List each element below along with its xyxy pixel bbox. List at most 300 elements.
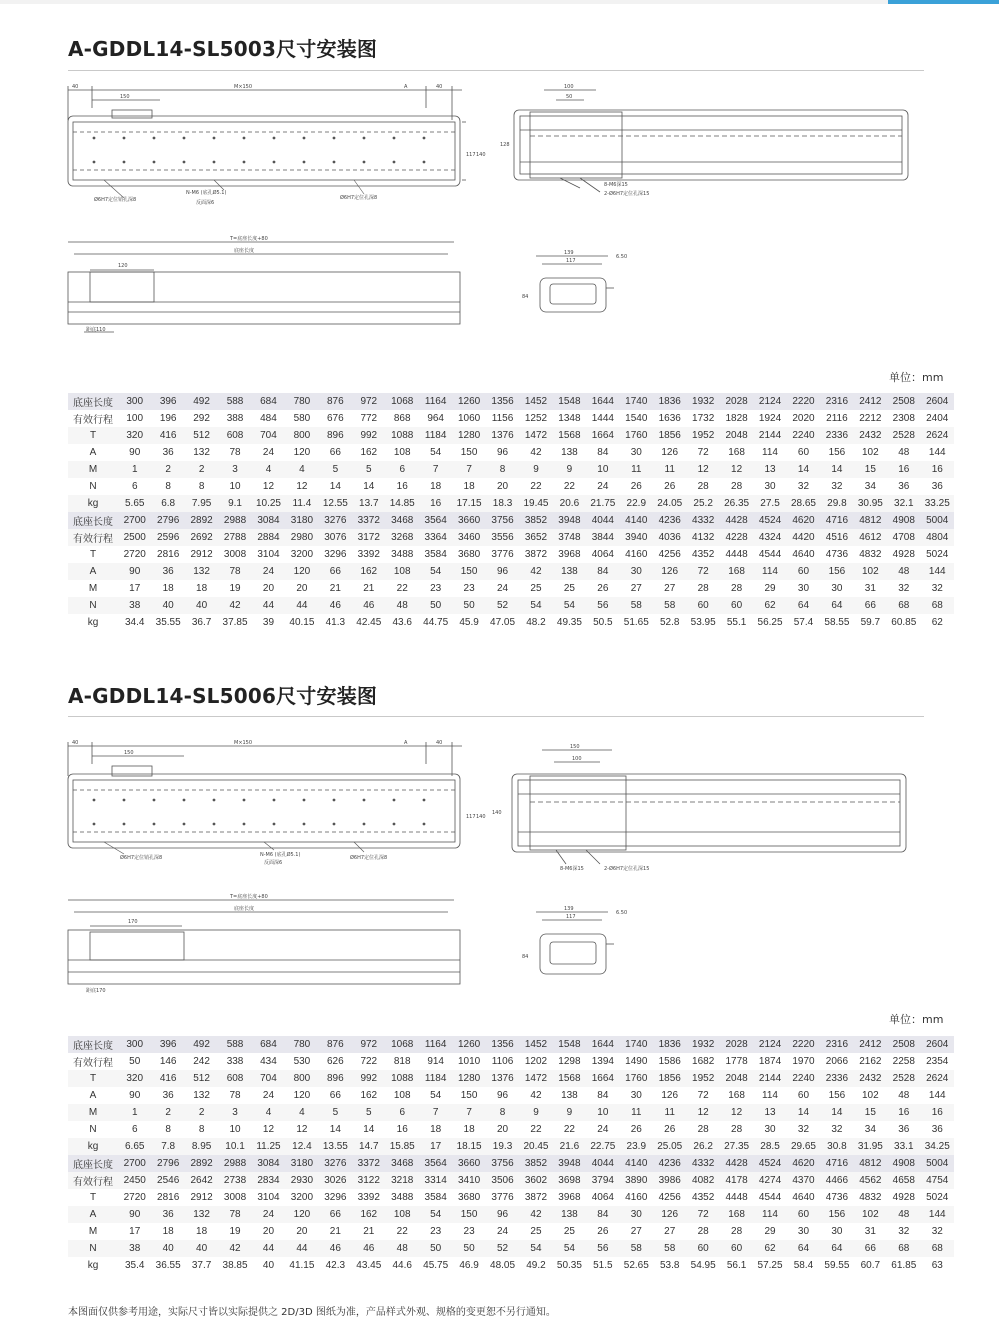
table-cell: 44: [285, 1240, 318, 1257]
table-cell: 2508: [887, 1036, 920, 1053]
row-label: 有效行程: [73, 415, 113, 426]
table-cell: 11: [653, 461, 686, 478]
table-cell: 50: [419, 597, 452, 614]
table-cell: 676: [327, 413, 344, 424]
table-cell: 800: [285, 1070, 318, 1087]
table-cell: 50: [419, 1240, 452, 1257]
table-cell: 60: [787, 563, 820, 580]
table-cell: 25: [563, 1226, 575, 1237]
table-cell: 30: [620, 1206, 653, 1223]
table-cell: 44: [285, 597, 318, 614]
table-row: [68, 1070, 954, 1087]
table-cell: 36: [898, 1124, 910, 1135]
table-cell: 18: [430, 1124, 442, 1135]
table-cell: 60: [686, 1240, 719, 1257]
table-cell: 2116: [826, 413, 848, 424]
table-cell: 4736: [825, 549, 849, 560]
table-cell: 46.9: [459, 1260, 479, 1271]
table-cell: 162: [360, 447, 378, 458]
table-cell: 55.1: [726, 617, 747, 628]
table-cell: 78: [218, 563, 251, 580]
table-cell: 3584: [424, 1192, 447, 1203]
table-cell: 37.7: [191, 1260, 212, 1271]
table-cell: 4448: [725, 549, 748, 560]
table-cell: 96: [496, 447, 509, 458]
table-cell: 40: [151, 1240, 184, 1257]
table-cell: 50: [129, 1056, 141, 1067]
table-cell: 5.65: [118, 495, 151, 512]
table-cell: 48: [386, 1240, 419, 1257]
table-cell: 4544: [758, 549, 782, 560]
dim-117-end: 117: [566, 914, 576, 920]
table-cell: 26: [630, 1124, 642, 1135]
table-cell: 4620: [787, 512, 820, 529]
table-cell: 50: [452, 597, 485, 614]
table-cell: 7: [452, 1104, 485, 1121]
table-cell: 1856: [653, 427, 686, 444]
table-cell: 8: [486, 1104, 519, 1121]
table-cell: 3852: [519, 1155, 552, 1172]
table-cell: 492: [185, 1036, 218, 1053]
table-cell: 72: [686, 1206, 719, 1223]
row-label: kg: [68, 495, 118, 512]
table-cell: 1732: [692, 413, 715, 424]
title-divider: [68, 716, 924, 717]
table-cell: 11: [620, 461, 653, 478]
table-cell: 19: [229, 1226, 241, 1237]
spec-table: [68, 393, 954, 631]
table-cell: 1924: [758, 413, 782, 424]
table-cell: 1088: [386, 1070, 419, 1087]
table-cell: 12: [262, 1124, 275, 1135]
table-cell: 156: [828, 1090, 846, 1101]
table-cell: 20: [262, 583, 275, 594]
table-row: [68, 580, 954, 597]
table-cell: 338: [226, 1056, 244, 1067]
table-cell: 60: [797, 447, 810, 458]
table-cell: 3392: [357, 1192, 380, 1203]
row-label: A: [89, 1090, 97, 1101]
table-row: [68, 1189, 954, 1206]
row-label: N: [89, 481, 97, 492]
table-cell: 10.25: [252, 495, 285, 512]
table-cell: 1: [118, 1104, 151, 1121]
table-cell: 972: [352, 393, 385, 410]
table-cell: 21.6: [553, 1138, 586, 1155]
table-cell: 132: [185, 563, 218, 580]
table-cell: 3084: [252, 512, 285, 529]
table-cell: 1010: [457, 1056, 481, 1067]
table-cell: 396: [151, 393, 184, 410]
table-cell: 3218: [386, 1172, 419, 1189]
table-cell: 2220: [787, 1036, 820, 1053]
table-cell: 40: [151, 597, 184, 614]
table-cell: 30: [797, 1226, 810, 1237]
table-cell: 58: [620, 1240, 653, 1257]
table-cell: 4064: [591, 549, 614, 560]
table-cell: 26.2: [686, 1138, 719, 1155]
top-view-drawing: [64, 80, 466, 210]
table-cell: 2604: [921, 1036, 955, 1053]
row-label: A: [89, 447, 97, 458]
table-cell: 2124: [753, 1036, 786, 1053]
table-cell: 1156: [491, 413, 514, 424]
table-cell: 1644: [586, 1036, 619, 1053]
table-cell: 3756: [486, 512, 519, 529]
dim-50: 50: [566, 94, 573, 100]
table-cell: 2354: [926, 1056, 949, 1067]
table-cell: 3372: [352, 1155, 385, 1172]
table-cell: 17: [129, 1226, 141, 1237]
table-cell: 7.95: [185, 495, 218, 512]
dim-84: 84: [522, 954, 529, 960]
table-cell: 52.65: [623, 1260, 649, 1271]
table-cell: 896: [319, 427, 352, 444]
table-cell: 168: [728, 447, 745, 458]
table-cell: 2066: [825, 1056, 849, 1067]
table-cell: 3200: [290, 1192, 314, 1203]
top-view-height-dims: [466, 134, 486, 174]
table-cell: 34.25: [921, 1138, 955, 1155]
table-cell: 4612: [854, 529, 887, 546]
table-cell: 64: [820, 597, 853, 614]
end-view-drawing: [518, 248, 630, 320]
table-cell: 4236: [653, 512, 686, 529]
dim-170: 170: [128, 919, 138, 925]
table-cell: 27.5: [753, 495, 786, 512]
table-cell: 5024: [926, 1192, 949, 1203]
table-cell: 54: [519, 1240, 552, 1257]
table-cell: 18: [430, 481, 442, 492]
callout-2-pin: 2-Ø6H7定位孔深15: [604, 191, 650, 197]
table-cell: 1778: [725, 1056, 748, 1067]
table-cell: 16: [419, 495, 452, 512]
table-cell: 28: [697, 481, 709, 492]
table-cell: 3276: [319, 1155, 352, 1172]
table-cell: 1952: [686, 427, 719, 444]
table-cell: 1356: [486, 1036, 519, 1053]
table-cell: 32: [831, 481, 843, 492]
table-cell: 23: [463, 583, 475, 594]
table-cell: 150: [452, 1206, 485, 1223]
table-cell: 1106: [491, 1056, 514, 1067]
table-cell: 18: [162, 583, 174, 594]
table-cell: 30: [831, 583, 843, 594]
table-cell: 14: [787, 461, 820, 478]
table-cell: 1644: [586, 393, 619, 410]
table-cell: 4352: [692, 1192, 715, 1203]
table-cell: 50.35: [556, 1260, 582, 1271]
dim-base-length: 底座长度: [234, 248, 255, 254]
row-label: N: [68, 1240, 118, 1257]
dim-base-length: 底座长度: [234, 906, 255, 912]
table-cell: 12: [686, 461, 719, 478]
table-cell: 54: [430, 447, 442, 458]
table-cell: 52.8: [659, 617, 680, 628]
table-cell: 4160: [625, 549, 648, 560]
table-cell: 1452: [519, 393, 552, 410]
table-cell: 114: [762, 1090, 778, 1101]
table-cell: 18.15: [452, 1138, 485, 1155]
table-cell: 26: [597, 583, 609, 594]
table-cell: 16: [921, 461, 955, 478]
table-cell: 2404: [926, 413, 949, 424]
table-cell: 4160: [625, 1192, 648, 1203]
table-cell: 138: [561, 447, 578, 458]
table-cell: 4178: [720, 1172, 753, 1189]
table-cell: 114: [753, 563, 786, 580]
table-cell: 1394: [591, 1056, 614, 1067]
table-cell: 64: [787, 597, 820, 614]
table-cell: 17: [419, 1138, 452, 1155]
table-cell: 2162: [859, 1056, 882, 1067]
table-cell: 14: [363, 481, 375, 492]
table-cell: 34: [864, 1124, 876, 1135]
table-cell: 66: [329, 447, 341, 458]
table-cell: 58.4: [793, 1260, 814, 1271]
table-cell: 1760: [620, 427, 653, 444]
table-row: [68, 1240, 954, 1257]
end-view-drawing: [518, 904, 630, 978]
table-cell: 3200: [290, 549, 314, 560]
table-cell: 2508: [887, 393, 920, 410]
table-cell: 4658: [887, 1172, 920, 1189]
table-cell: 4236: [653, 1155, 686, 1172]
table-cell: 242: [193, 1056, 210, 1067]
table-cell: 96: [486, 563, 519, 580]
table-cell: 54.95: [690, 1260, 716, 1271]
table-cell: 26: [664, 1124, 676, 1135]
table-cell: 3660: [452, 1155, 485, 1172]
table-cell: 914: [427, 1056, 444, 1067]
table-cell: 3968: [558, 549, 581, 560]
table-cell: 1472: [519, 1070, 552, 1087]
table-cell: 31: [864, 583, 876, 594]
table-cell: 32: [797, 1124, 810, 1135]
table-cell: 6: [386, 1104, 419, 1121]
table-cell: 9: [553, 461, 586, 478]
table-cell: 4524: [753, 1155, 786, 1172]
table-row: [68, 1053, 954, 1070]
table-cell: 11: [653, 1104, 686, 1121]
row-label: kg: [68, 1138, 118, 1155]
table-cell: 3776: [491, 1192, 514, 1203]
table-cell: 12: [296, 481, 308, 492]
table-cell: 48: [386, 597, 419, 614]
table-cell: 19.45: [519, 495, 552, 512]
table-cell: 2316: [820, 393, 853, 410]
table-cell: 2144: [753, 1070, 786, 1087]
callout-locate: Ø6H7定位孔深8: [350, 855, 388, 861]
table-cell: 22.75: [586, 1138, 619, 1155]
table-cell: 800: [285, 427, 318, 444]
table-cell: 22.9: [620, 495, 653, 512]
table-cell: 18: [196, 583, 208, 594]
table-cell: 2528: [887, 427, 920, 444]
table-cell: 4928: [892, 1192, 915, 1203]
table-cell: 1856: [653, 1070, 686, 1087]
top-view-drawing: [64, 736, 466, 866]
table-cell: 120: [285, 1206, 318, 1223]
table-cell: 704: [252, 1070, 285, 1087]
table-cell: 58: [653, 597, 686, 614]
table-cell: 5: [319, 1104, 352, 1121]
table-cell: 60.7: [860, 1260, 881, 1271]
table-cell: 4804: [921, 529, 955, 546]
table-cell: 12: [720, 1104, 753, 1121]
table-cell: 2720: [123, 549, 146, 560]
table-cell: 42.45: [356, 617, 382, 628]
table-cell: 2834: [252, 1172, 285, 1189]
dim-140: 140: [476, 814, 486, 820]
table-cell: 2988: [218, 1155, 251, 1172]
table-cell: 45.9: [459, 617, 479, 628]
table-cell: 120: [293, 1090, 311, 1101]
table-cell: 14: [820, 1104, 853, 1121]
table-cell: 18: [463, 481, 475, 492]
table-cell: 1548: [553, 393, 586, 410]
table-cell: 580: [293, 413, 311, 424]
table-cell: 6: [131, 481, 138, 492]
table-cell: 30: [764, 481, 776, 492]
table-cell: 4256: [658, 549, 681, 560]
table-cell: 2028: [720, 393, 753, 410]
table-cell: 36: [162, 447, 174, 458]
table-cell: 9: [519, 1104, 552, 1121]
table-cell: 66: [854, 1240, 887, 1257]
table-cell: 24: [262, 1090, 275, 1101]
table-row: [68, 1104, 954, 1121]
table-cell: 38: [118, 1240, 151, 1257]
table-cell: 10.1: [218, 1138, 251, 1155]
row-label: kg: [87, 617, 99, 628]
table-cell: 40: [185, 1240, 218, 1257]
table-cell: 4332: [686, 1155, 719, 1172]
table-cell: 18: [162, 1226, 174, 1237]
table-cell: 51.65: [623, 617, 649, 628]
table-cell: 48.05: [490, 1260, 516, 1271]
table-cell: 1636: [658, 413, 681, 424]
table-cell: 162: [352, 1206, 385, 1223]
table-cell: 64: [787, 1240, 820, 1257]
table-cell: 896: [319, 1070, 352, 1087]
table-cell: 4274: [753, 1172, 786, 1189]
table-cell: 4562: [854, 1172, 887, 1189]
table-cell: 972: [352, 1036, 385, 1053]
table-cell: 32: [898, 1226, 910, 1237]
table-row: [68, 393, 954, 410]
table-cell: 1444: [591, 413, 614, 424]
table-cell: 59.7: [860, 617, 881, 628]
table-cell: 3008: [223, 1192, 247, 1203]
table-cell: 18: [463, 1124, 475, 1135]
table-cell: 26.35: [720, 495, 753, 512]
table-cell: 3364: [419, 529, 452, 546]
table-cell: 4524: [753, 512, 786, 529]
table-cell: 3602: [519, 1172, 552, 1189]
table-cell: 3940: [620, 529, 653, 546]
table-cell: 1252: [524, 413, 548, 424]
table-cell: 2048: [720, 427, 753, 444]
row-label: 底座长度: [68, 1036, 118, 1053]
table-cell: 4140: [620, 1155, 653, 1172]
table-cell: 72: [697, 447, 709, 458]
table-cell: 1068: [386, 393, 419, 410]
table-cell: 12: [262, 481, 275, 492]
table-row: [68, 1138, 954, 1155]
row-label: kg: [87, 1260, 99, 1271]
table-cell: 22: [563, 1124, 575, 1135]
row-label: A: [68, 563, 118, 580]
table-cell: 58.55: [824, 617, 850, 628]
table-cell: 512: [185, 427, 218, 444]
table-cell: 12.55: [319, 495, 352, 512]
table-cell: 32.1: [887, 495, 920, 512]
table-cell: 168: [720, 1206, 753, 1223]
table-cell: 27: [630, 1226, 642, 1237]
table-cell: 27.35: [720, 1138, 753, 1155]
dim-100: 100: [572, 756, 582, 762]
row-label: 有效行程: [68, 1172, 118, 1189]
callout-8-m6: 8-M6深15: [560, 866, 584, 872]
table-cell: 416: [151, 1070, 184, 1087]
table-cell: 6.8: [151, 495, 184, 512]
table-cell: 44.6: [392, 1260, 412, 1271]
table-cell: 3296: [324, 1192, 347, 1203]
table-cell: 32: [931, 583, 943, 594]
table-cell: 1568: [553, 427, 586, 444]
table-row: [68, 1155, 954, 1172]
table-cell: 90: [129, 447, 141, 458]
callout-locate: Ø6H7定位孔深8: [340, 195, 378, 201]
table-cell: 48: [898, 1090, 910, 1101]
table-cell: 3652: [519, 529, 552, 546]
front-view-drawing: [64, 890, 466, 996]
table-cell: 30.8: [820, 1138, 853, 1155]
table-cell: 20: [496, 481, 509, 492]
table-cell: 3488: [391, 1192, 414, 1203]
table-cell: 28: [731, 1226, 743, 1237]
dim-a: A: [404, 84, 408, 90]
dim-150-side: 150: [570, 744, 580, 750]
table-cell: 3122: [352, 1172, 385, 1189]
table-cell: 3698: [553, 1172, 586, 1189]
table-cell: 14.85: [386, 495, 419, 512]
table-cell: 25: [530, 1226, 542, 1237]
table-cell: 32: [931, 1226, 943, 1237]
table-cell: 146: [159, 1056, 177, 1067]
table-row: [68, 478, 954, 495]
table-cell: 66: [329, 1090, 341, 1101]
table-cell: 90: [118, 1206, 151, 1223]
table-cell: 64: [820, 1240, 853, 1257]
table-cell: 30: [764, 1124, 776, 1135]
table-cell: 54: [553, 1240, 586, 1257]
table-cell: 168: [728, 1090, 745, 1101]
unit-label: 单位：mm: [889, 371, 944, 384]
table-cell: 68: [887, 1240, 920, 1257]
table-cell: 96: [496, 1090, 509, 1101]
table-cell: 19: [229, 583, 241, 594]
table-cell: 2788: [218, 529, 251, 546]
table-cell: 3852: [519, 512, 552, 529]
table-cell: 31.95: [854, 1138, 887, 1155]
dim-117: 117: [466, 814, 476, 820]
table-cell: 26: [597, 1226, 609, 1237]
callout-m6: N-M6 (底孔Ø5.1): [260, 852, 301, 858]
table-cell: 2432: [854, 427, 887, 444]
table-cell: 4640: [792, 1192, 815, 1203]
